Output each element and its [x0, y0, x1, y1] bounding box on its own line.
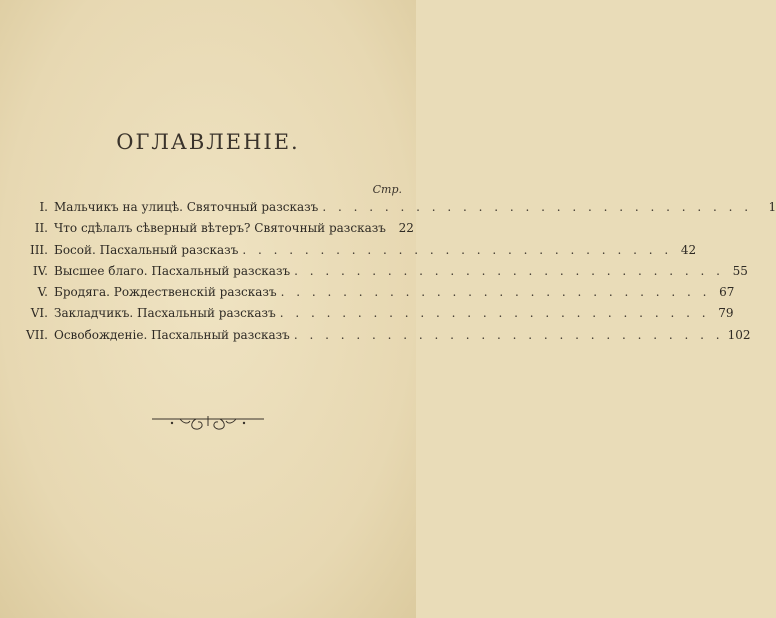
leader-dots: . . . . . . . . . . . . . . . . . . . . . . . . . . . . — [242, 242, 673, 257]
entry-number: I. — [39, 200, 48, 214]
leader-dots: . . . . . . . . . . . . . . . . . . . . . . . . . . . . — [294, 263, 724, 278]
toc-entry — [10, 218, 414, 239]
entry-title: Бродяга. Рождественскій разсказъ — [54, 285, 277, 300]
ornament-divider — [150, 410, 266, 432]
entry-title: Высшее благо. Пасхальный разсказъ — [54, 263, 291, 278]
entry-number: IV. — [32, 263, 48, 278]
entry-number: II. — [34, 221, 48, 236]
entry-title: Освобожденіе. Пасхальный разсказъ — [54, 327, 290, 342]
page-column-label: Стр. — [372, 183, 402, 196]
toc-entry — [10, 303, 734, 324]
toc-entry — [10, 325, 751, 346]
entry-page: 1 — [768, 200, 776, 214]
toc-entry — [10, 282, 735, 303]
leader-dots: . . . . . . . . . . . . . . . . . . . . . . . . . . . . — [293, 327, 724, 342]
entry-page: 79 — [718, 306, 734, 321]
toc-entry — [10, 240, 697, 261]
leader-dots: . . . . . . . . . . . . . . . . . . . . . . . . . . . . — [279, 306, 710, 321]
leader-dots: . . . . . . . . . . . . . . . . . . . . . . . . . . . . — [322, 200, 753, 214]
entry-number: V. — [37, 285, 48, 300]
entry-title: Закладчикъ. Пасхальный разсказъ — [54, 306, 276, 321]
page-title: ОГЛАВЛЕНІЕ. — [116, 130, 300, 154]
table-of-contents — [10, 197, 776, 346]
entry-title: Босой. Пасхальный разсказъ — [54, 242, 239, 257]
entry-page: 102 — [727, 327, 751, 342]
entry-number: VI. — [30, 306, 48, 321]
entry-page: 22 — [398, 221, 414, 236]
toc-entry — [10, 197, 776, 218]
leader-dots: . . . . . . . . . . . . . . . . . . . . . . . . . . . . — [280, 285, 711, 300]
entry-page: 55 — [732, 263, 748, 278]
entry-page: 42 — [680, 242, 697, 257]
entry-title: Мальчикъ на улицѣ. Святочный разсказъ — [54, 200, 319, 214]
entry-number: III. — [29, 242, 48, 257]
entry-page: 67 — [719, 285, 735, 300]
toc-entry — [10, 261, 748, 282]
entry-number: VII. — [26, 327, 48, 342]
entry-title: Что сдѣлалъ сѣверный вѣтеръ? Святочный разсказъ — [54, 221, 386, 236]
